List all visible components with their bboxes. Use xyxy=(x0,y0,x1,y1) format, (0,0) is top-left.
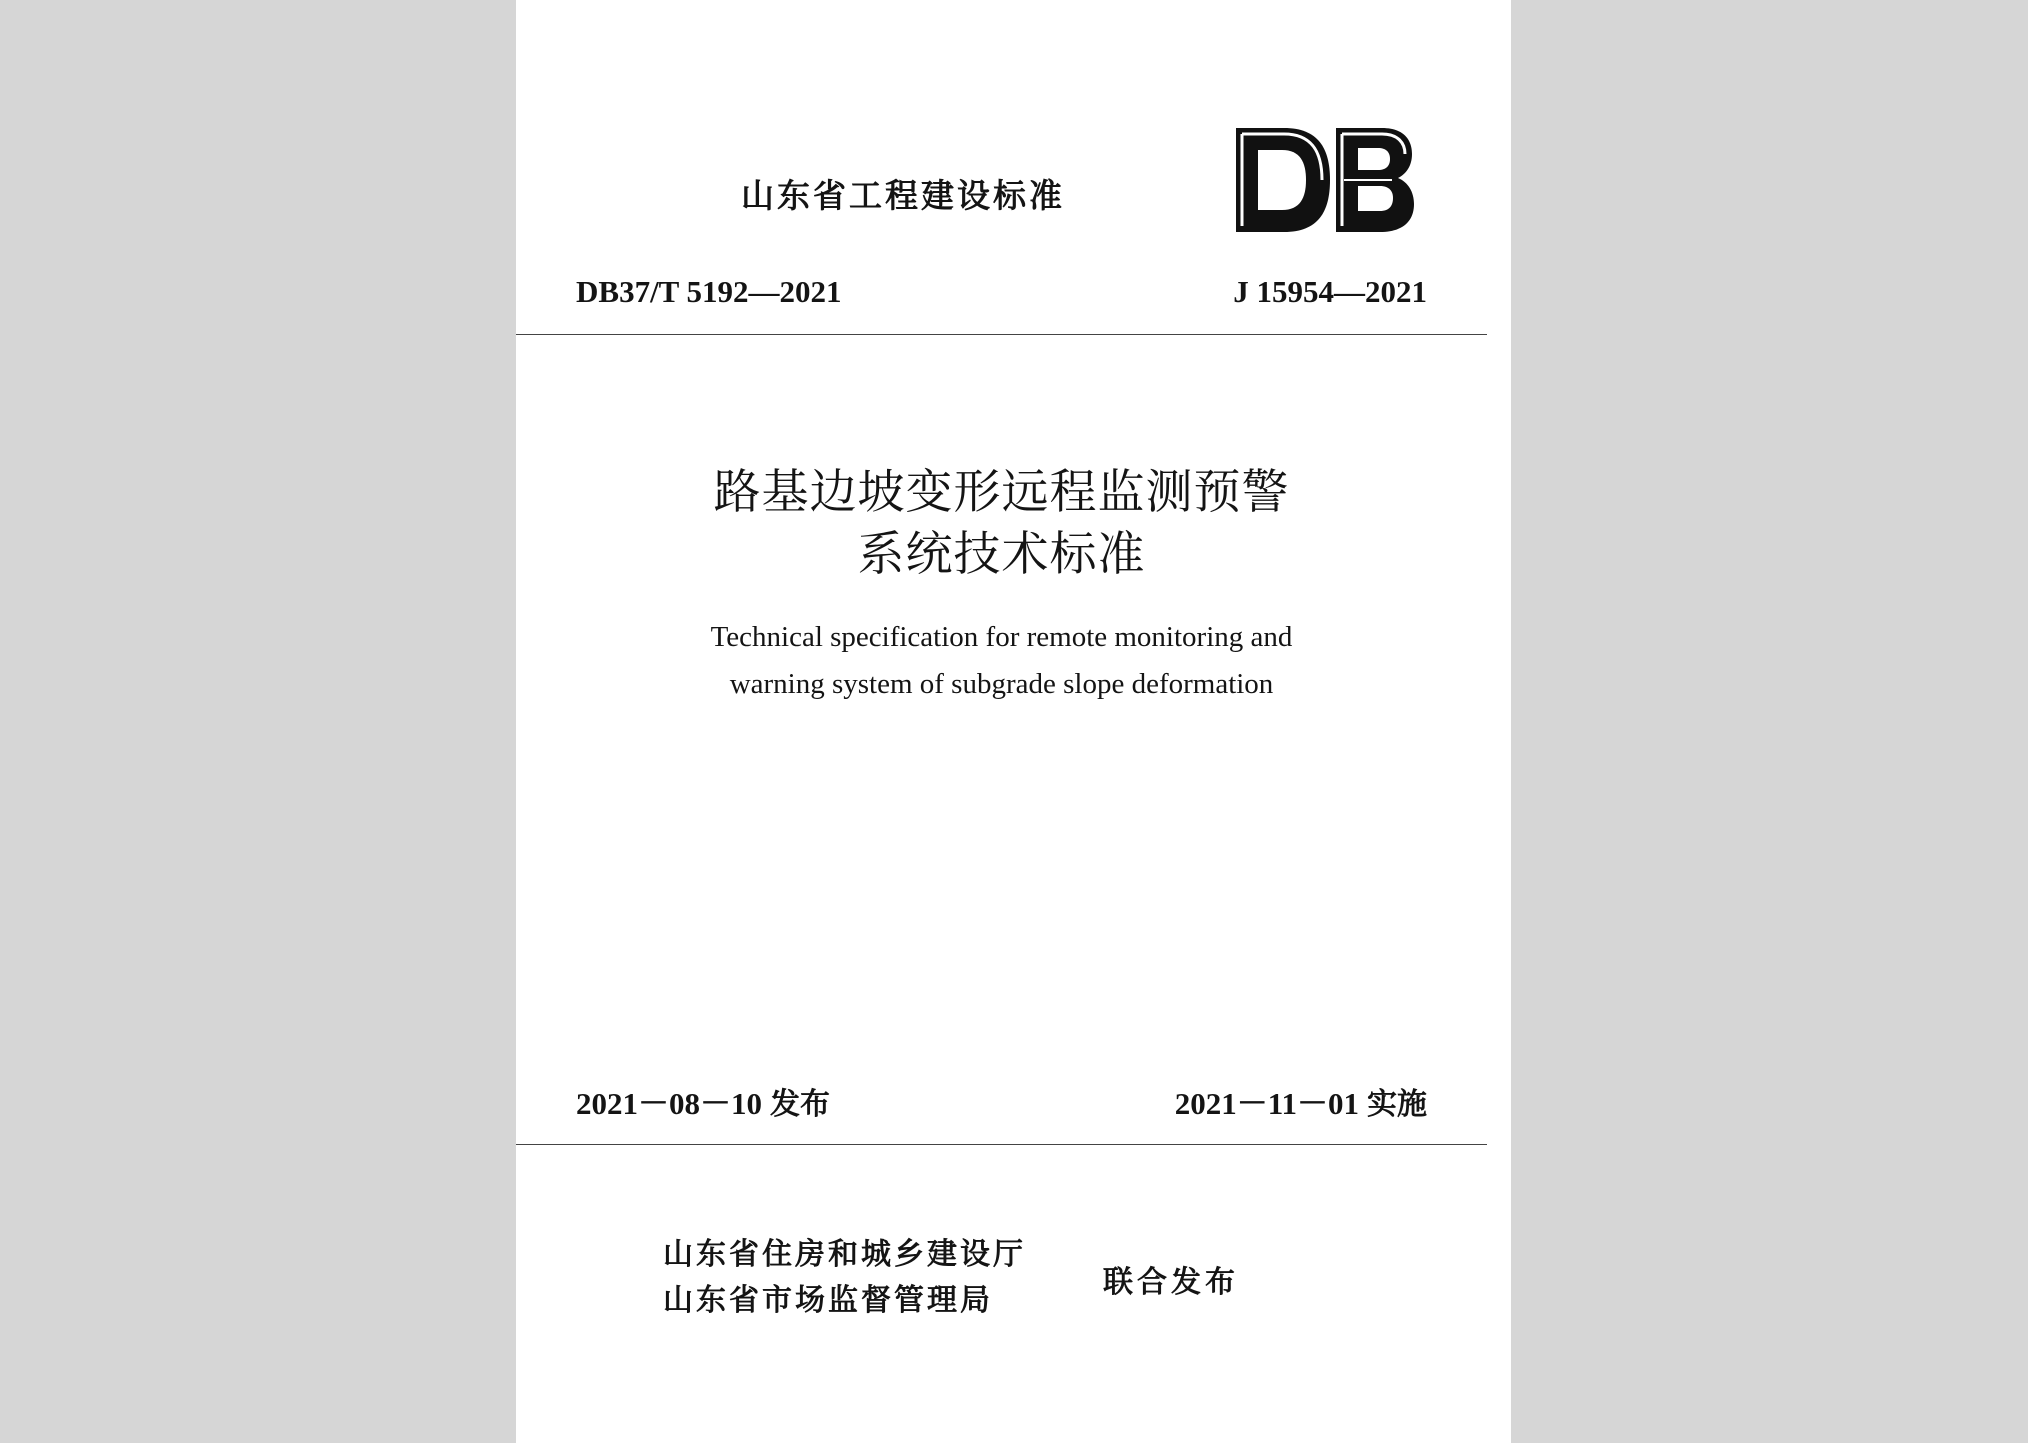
document-cover-page xyxy=(516,0,1511,1443)
issue-date-block xyxy=(576,1078,830,1123)
publisher-line1: 山东省住房和城乡建设厅 xyxy=(663,1237,1026,1272)
effective-date: 2021－11－01 xyxy=(1174,1086,1359,1121)
top-divider xyxy=(516,334,1487,335)
record-number: J 15954—2021 xyxy=(1233,274,1427,309)
title-en-line1: Technical specification for remote monitoring and xyxy=(710,621,1293,653)
title-chinese xyxy=(516,462,1487,586)
publisher-line2: 山东省市场监督管理局 xyxy=(663,1283,993,1318)
effective-date-block xyxy=(1175,1078,1427,1123)
publishers xyxy=(663,1232,1026,1324)
title-english xyxy=(516,614,1487,708)
joint-publish-label: 联合发布 xyxy=(1103,1265,1239,1300)
title-cn-line2: 系统技术标准 xyxy=(857,527,1146,582)
title-cn-line1: 路基边坡变形远程监测预警 xyxy=(713,465,1290,520)
title-en-line2: warning system of subgrade slope deformation xyxy=(729,668,1274,700)
header-org-standard: 山东省工程建设标准 xyxy=(741,176,1065,215)
standard-number: DB37/T 5192—2021 xyxy=(576,274,842,309)
bottom-divider xyxy=(516,1144,1487,1145)
issue-date: 2021－08－10 xyxy=(576,1086,762,1121)
effective-label: 实施 xyxy=(1367,1087,1427,1122)
db-logo xyxy=(1232,124,1416,236)
issue-label: 发布 xyxy=(770,1087,830,1122)
